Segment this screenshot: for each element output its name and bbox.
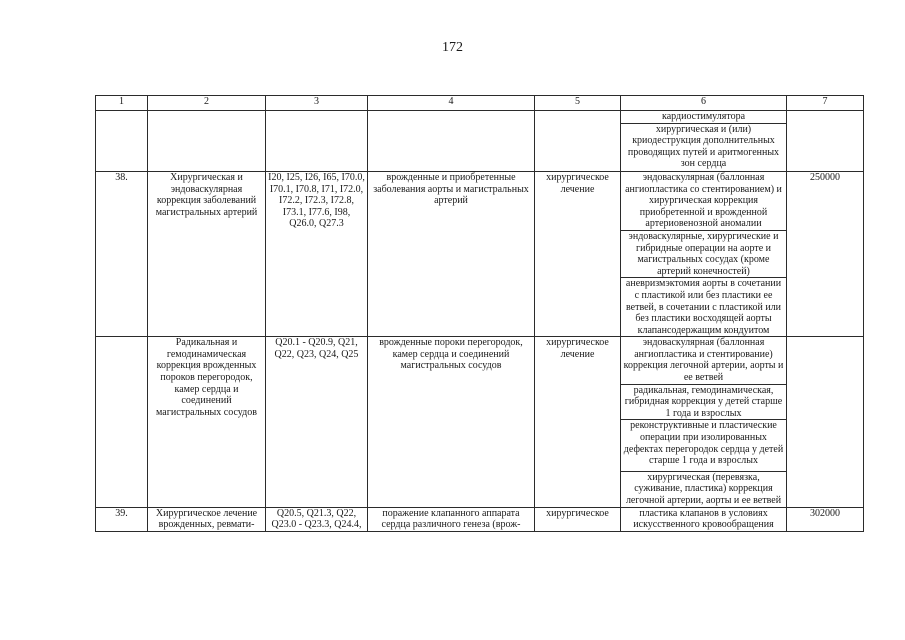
cell-model: врожденные и приобретенные заболевания аорты и магистральных артерий (368, 171, 535, 336)
services-table (95, 95, 864, 532)
cell-num: 39. (96, 507, 148, 531)
method-item: пластика клапанов в условиях искусственного кровообращения (633, 507, 774, 531)
table-row-continuation (96, 111, 864, 172)
header-cell-1: 1 (96, 96, 148, 111)
cell-price: 250000 (787, 171, 864, 336)
header-cell-3: 3 (266, 96, 368, 111)
cell-model (368, 111, 535, 172)
cell-price: 302000 (787, 507, 864, 531)
cell-methods (621, 111, 787, 172)
cell-price (787, 337, 864, 507)
cell-model: врожденные пороки перегородок, камер сердца и соединений магистральных сосудов (368, 337, 535, 507)
cell-codes: Q20.1 - Q20.9, Q21, Q22, Q23, Q24, Q25 (266, 337, 368, 507)
cell-codes (266, 111, 368, 172)
table-row-38b (96, 337, 864, 507)
cell-codes: Q20.5, Q21.3, Q22, Q23.0 - Q23.3, Q24.4, (266, 507, 368, 531)
method-item: радикальная, гемодинамическая, гибридная коррекция у детей старше 1 года и взрослых (621, 385, 786, 421)
page-number: 172 (442, 40, 463, 55)
cell-num: 38. (96, 171, 148, 336)
header-cell-6: 6 (621, 96, 787, 111)
cell-codes: I20, I25, I26, I65, I70.0, I70.1, I70.8, I71, I72.0, I72.2, I72.3, I72.8, I73.1, I77.6, I98, Q26.0, Q27.3 (266, 171, 368, 336)
cell-name: Радикальная и гемодинамическая коррекция врожденных пороков перегородок, камер сердца и соединений магистральных сосудов (148, 337, 266, 507)
table-row-38 (96, 171, 864, 336)
cell-type: хирургическое лечение (535, 337, 621, 507)
cell-name: Хирургическое лечение врожденных, ревмати- (148, 507, 266, 531)
cell-methods (621, 337, 787, 507)
header-cell-7: 7 (787, 96, 864, 111)
cell-name: Хирургическая и эндоваскулярная коррекция заболеваний магистральных артерий (148, 171, 266, 336)
method-item: эндоваскулярная (баллонная ангиопластика со стентированием) и хирургическая коррекция приобретенной и врожденной артериовенозной аномалии (621, 172, 786, 231)
cell-methods (621, 171, 787, 336)
header-cell-2: 2 (148, 96, 266, 111)
method-item: реконструктивные и пластические операции при изолированных дефектах перегородок сердца у детей старше 1 года и взрослых (621, 420, 786, 471)
header-cell-4: 4 (368, 96, 535, 111)
cell-name (148, 111, 266, 172)
method-item: хирургическая и (или) криодеструкция дополнительных проводящих путей и аритмогенных зон сердца (627, 123, 780, 170)
method-item: эндоваскулярная (баллонная ангиопластика и стентирование) коррекция легочной артерии, аорты и ее ветвей (621, 337, 786, 384)
cell-num (96, 111, 148, 172)
table-row-39 (96, 507, 864, 531)
method-item: хирургическая (перевязка, суживание, пластика) коррекция легочной артерии, аорты и ее ветвей (625, 471, 782, 506)
header-row (96, 96, 864, 111)
method-item: кардиостимулятора (621, 111, 786, 124)
cell-price (787, 111, 864, 172)
header-cell-5: 5 (535, 96, 621, 111)
cell-type: хирургическое лечение (535, 171, 621, 336)
cell-type: хирургическое (535, 507, 621, 531)
method-item: аневризмэктомия аорты в сочетании с пластикой или без пластики ее ветвей, в сочетании с пластикой или без пластики восходящей аорты клапансодержащим кондуитом (625, 278, 782, 336)
method-item: эндоваскулярные, хирургические и гибридные операции на аорте и магистральных сосудах (кроме артерий конечностей) (621, 231, 786, 278)
cell-num (96, 337, 148, 507)
cell-type (535, 111, 621, 172)
cell-methods (621, 507, 787, 531)
cell-model: поражение клапанного аппарата сердца различного генеза (врож- (368, 507, 535, 531)
